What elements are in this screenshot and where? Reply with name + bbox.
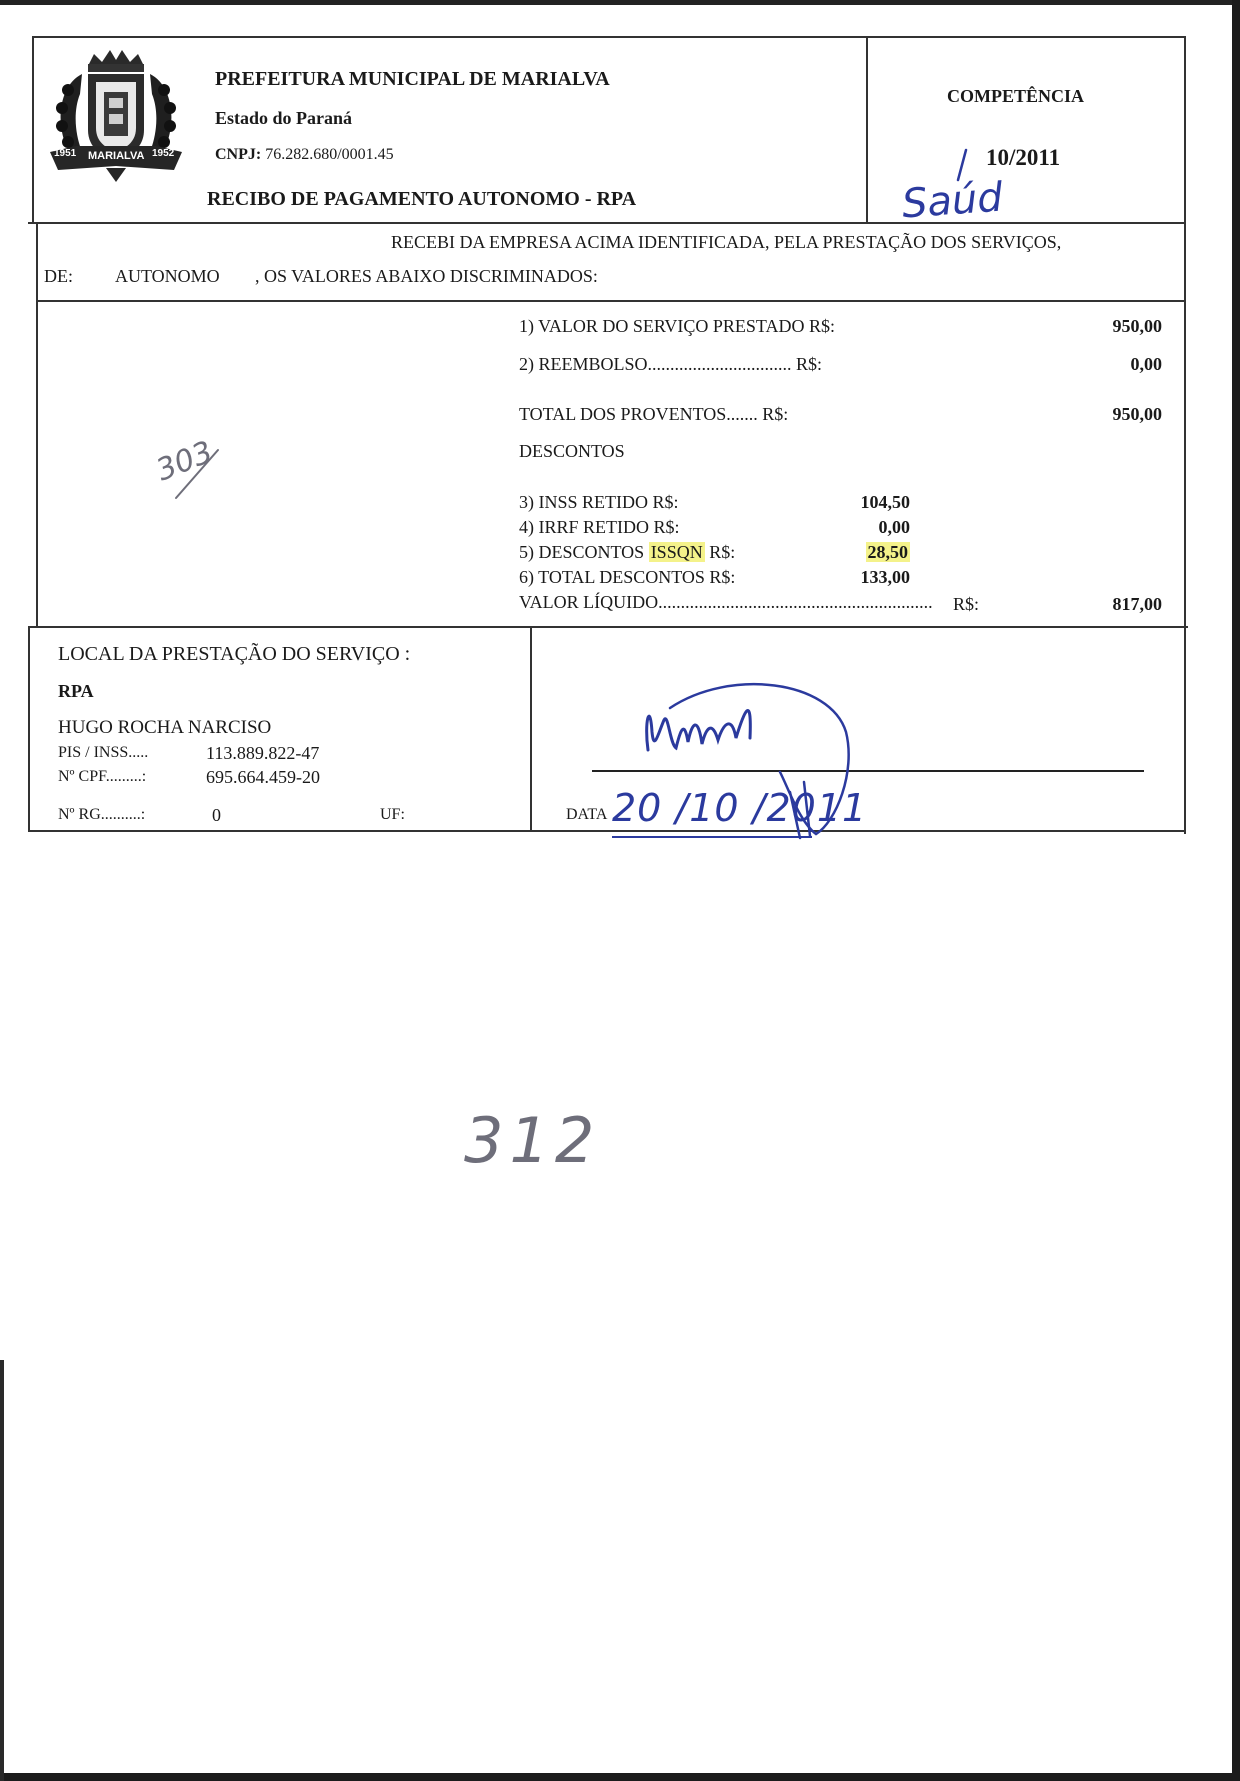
declaration-line-2: , OS VALORES ABAIXO DISCRIMINADOS: [255,266,598,286]
issqn-amount [820,542,910,563]
cnpj-row [215,146,394,164]
cpf-label: Nº CPF.........: [58,768,147,785]
service-value-amount: 950,00 [1112,316,1162,336]
institution-name: PREFEITURA MUNICIPAL DE MARIALVA [215,68,610,90]
handwritten-date: 20 /10 /2011 [612,786,868,830]
scan-top-edge [0,0,1240,5]
form-border-right [1184,36,1186,834]
page-number-handwritten: 312 [464,1104,601,1177]
reimbursement-label: 2) REEMBOLSO................................ R$: [519,354,823,374]
form-border-left-bottom [28,626,30,832]
declaration-line-1: RECEBI DA EMPRESA ACIMA IDENTIFICADA, PELA PRESTAÇÃO DOS SERVIÇOS, [391,232,1062,252]
total-earnings-amount: 950,00 [1112,404,1162,424]
total-discounts-amount: 133,00 [860,567,910,587]
cnpj-label: CNPJ: [215,146,262,163]
service-location-heading: LOCAL DA PRESTAÇÃO DO SERVIÇO : [58,643,411,665]
scan-bottom-edge [0,1773,1240,1781]
payee-type-value: AUTONOMO [115,266,220,286]
form-border-left-mid [36,222,38,302]
service-value-label: 1) VALOR DO SERVIÇO PRESTADO R$: [519,316,835,336]
cpf-value: 695.664.459-20 [206,767,320,787]
handwritten-signature [640,672,860,842]
form-border-left-top [32,36,34,224]
seal-right-year: 1952 [152,148,175,159]
discounts-heading: DESCONTOS [519,441,625,461]
rg-label: Nº RG..........: [58,806,146,823]
irrf-label: 4) IRRF RETIDO R$: [519,517,680,537]
net-value-label: VALOR LÍQUIDO............................................................. [519,592,933,612]
margin-handwritten-number: 303 [151,434,218,489]
document-title: RECIBO DE PAGAMENTO AUTONOMO - RPA [207,188,637,210]
date-label: DATA [566,806,608,823]
cnpj-value: 76.282.680/0001.45 [265,146,394,163]
issqn-label [519,542,735,563]
issqn-highlight: ISSQN [650,542,703,562]
payee-type-label: DE: [44,266,73,286]
issqn-label-suffix: R$: [704,542,736,562]
header-bottom-line [28,222,1186,224]
declaration-bottom-line [36,300,1186,302]
net-value-currency: R$: [953,594,980,614]
handwritten-tick-mark [952,146,972,186]
issqn-label-prefix: 5) DESCONTOS [519,542,649,562]
uf-label: UF: [380,806,405,823]
total-earnings-label: TOTAL DOS PROVENTOS....... R$: [519,404,789,424]
irrf-amount: 0,00 [878,517,910,537]
pis-label: PIS / INSS..... [58,744,149,761]
competence-label: COMPETÊNCIA [947,86,1085,106]
form-border-top [32,36,1186,38]
total-discounts-label: 6) TOTAL DESCONTOS R$: [519,567,736,587]
form-border-bottom [28,830,1186,832]
signature-divider [530,628,532,832]
seal-icon [46,44,186,184]
municipal-seal [46,44,186,184]
pis-value: 113.889.822-47 [206,743,320,763]
issqn-amount-highlight: 28,50 [867,542,908,562]
scan-left-edge [0,1360,4,1781]
competence-handwritten-note: Saúd [900,174,1005,228]
competence-divider [866,36,868,224]
inss-label: 3) INSS RETIDO R$: [519,492,679,512]
scan-right-edge [1232,0,1240,1781]
contractor-name: HUGO ROCHA NARCISO [58,717,272,738]
form-border-left-values [36,300,38,628]
service-location-type: RPA [58,681,94,701]
margin-slash-mark [170,444,230,504]
rg-value: 0 [212,805,221,825]
inss-amount: 104,50 [860,492,910,512]
competence-value: 10/2011 [986,145,1061,170]
values-bottom-line [28,626,1188,628]
seal-left-year: 1951 [54,148,77,159]
reimbursement-amount: 0,00 [1130,354,1162,374]
seal-city-name: MARIALVA [88,150,145,162]
net-value-amount: 817,00 [1112,594,1162,614]
state-name: Estado do Paraná [215,108,353,128]
